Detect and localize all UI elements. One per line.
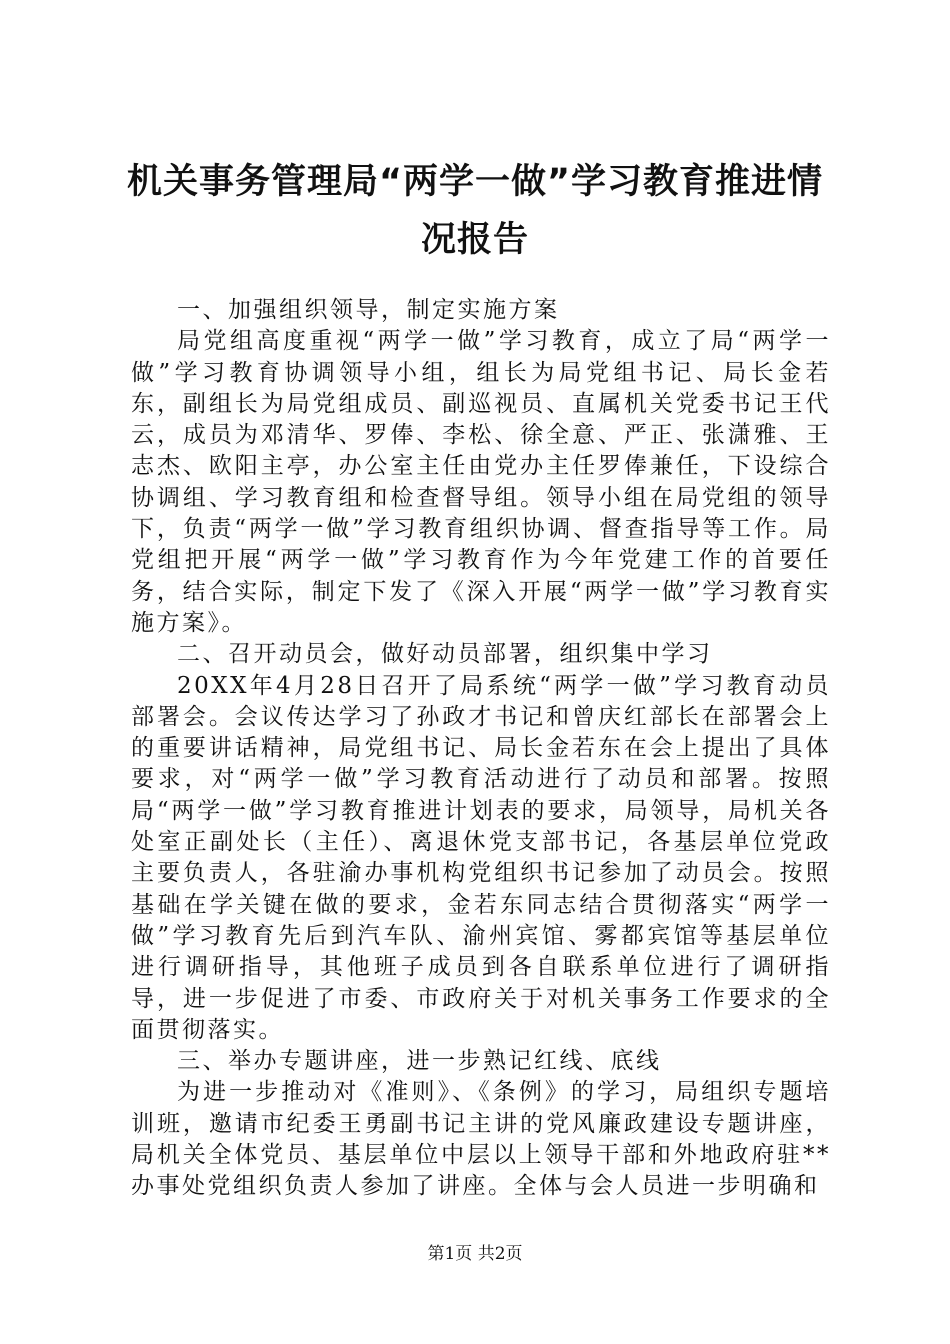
section-paragraph-2: 20XX年4月28日召开了局系统“两学一做”学习教育动员部署会。会议传达学习了孙政才书记和曾庆红部长在部署会上的重要讲话精神，局党组书记、局长金若东在会上提出了具体要求，对“两学一做”学习教育活动进行了动员和部署。按照局“两学一做”学习教育推进计划表的要求，局领导，局机关各处室正副处长（主任）、离退休党支部书记，各基层单位党政主要负责人，各驻渝办事机构党组织书记参加了动员会。按照基础在学关键在做的要求，金若东同志结合贯彻落实“两学一做”学习教育先后到汽车队、渝州宾馆、雾都宾馆等基层单位进行调研指导，其他班子成员到各自联系单位进行了调研指导，进一步促进了市委、市政府关于对机关事务工作要求的全面贯彻落实。 xyxy=(131,672,831,1043)
page-number-footer: 第1页 共2页 xyxy=(427,1244,523,1264)
document-title-line-1: 机关事务管理局“两学一做”学习教育推进情 xyxy=(126,162,823,202)
section-heading-2: 二、召开动员会，做好动员部署，组织集中学习 xyxy=(177,641,713,668)
section-paragraph-3: 为进一步推动对《准则》、《条例》的学习，局组织专题培训班，邀请市纪委王勇副书记主讲的党风廉政建设专题讲座，局机关全体党员、基层单位中层以上领导干部和外地政府驻**办事处党组织负责人参加了讲座。全体与会人员进一步明确和 xyxy=(131,1079,831,1200)
section-heading-3: 三、举办专题讲座，进一步熟记红线、底线 xyxy=(177,1048,662,1075)
document-body xyxy=(131,295,831,1203)
section-heading-1: 一、加强组织领导，制定实施方案 xyxy=(177,297,560,323)
section-paragraph-1: 局党组高度重视“两学一做”学习教育，成立了局“两学一做”学习教育协调领导小组，组长为局党组书记、局长金若东，副组长为局党组成员、副巡视员、直属机关党委书记王代云，成员为邓清华、罗俸、李松、徐全意、严正、张潇雅、王志杰、欧阳主亭，办公室主任由党办主任罗俸兼任，下设综合协调组、学习教育组和检查督导组。领导小组在局党组的领导下，负责“两学一做”学习教育组织协调、督查指导等工作。局党组把开展“两学一做”学习教育作为今年党建工作的首要任务，结合实际，制定下发了《深入开展“两学一做”学习教育实施方案》。 xyxy=(131,328,831,636)
document-title-line-2: 况报告 xyxy=(420,220,529,260)
